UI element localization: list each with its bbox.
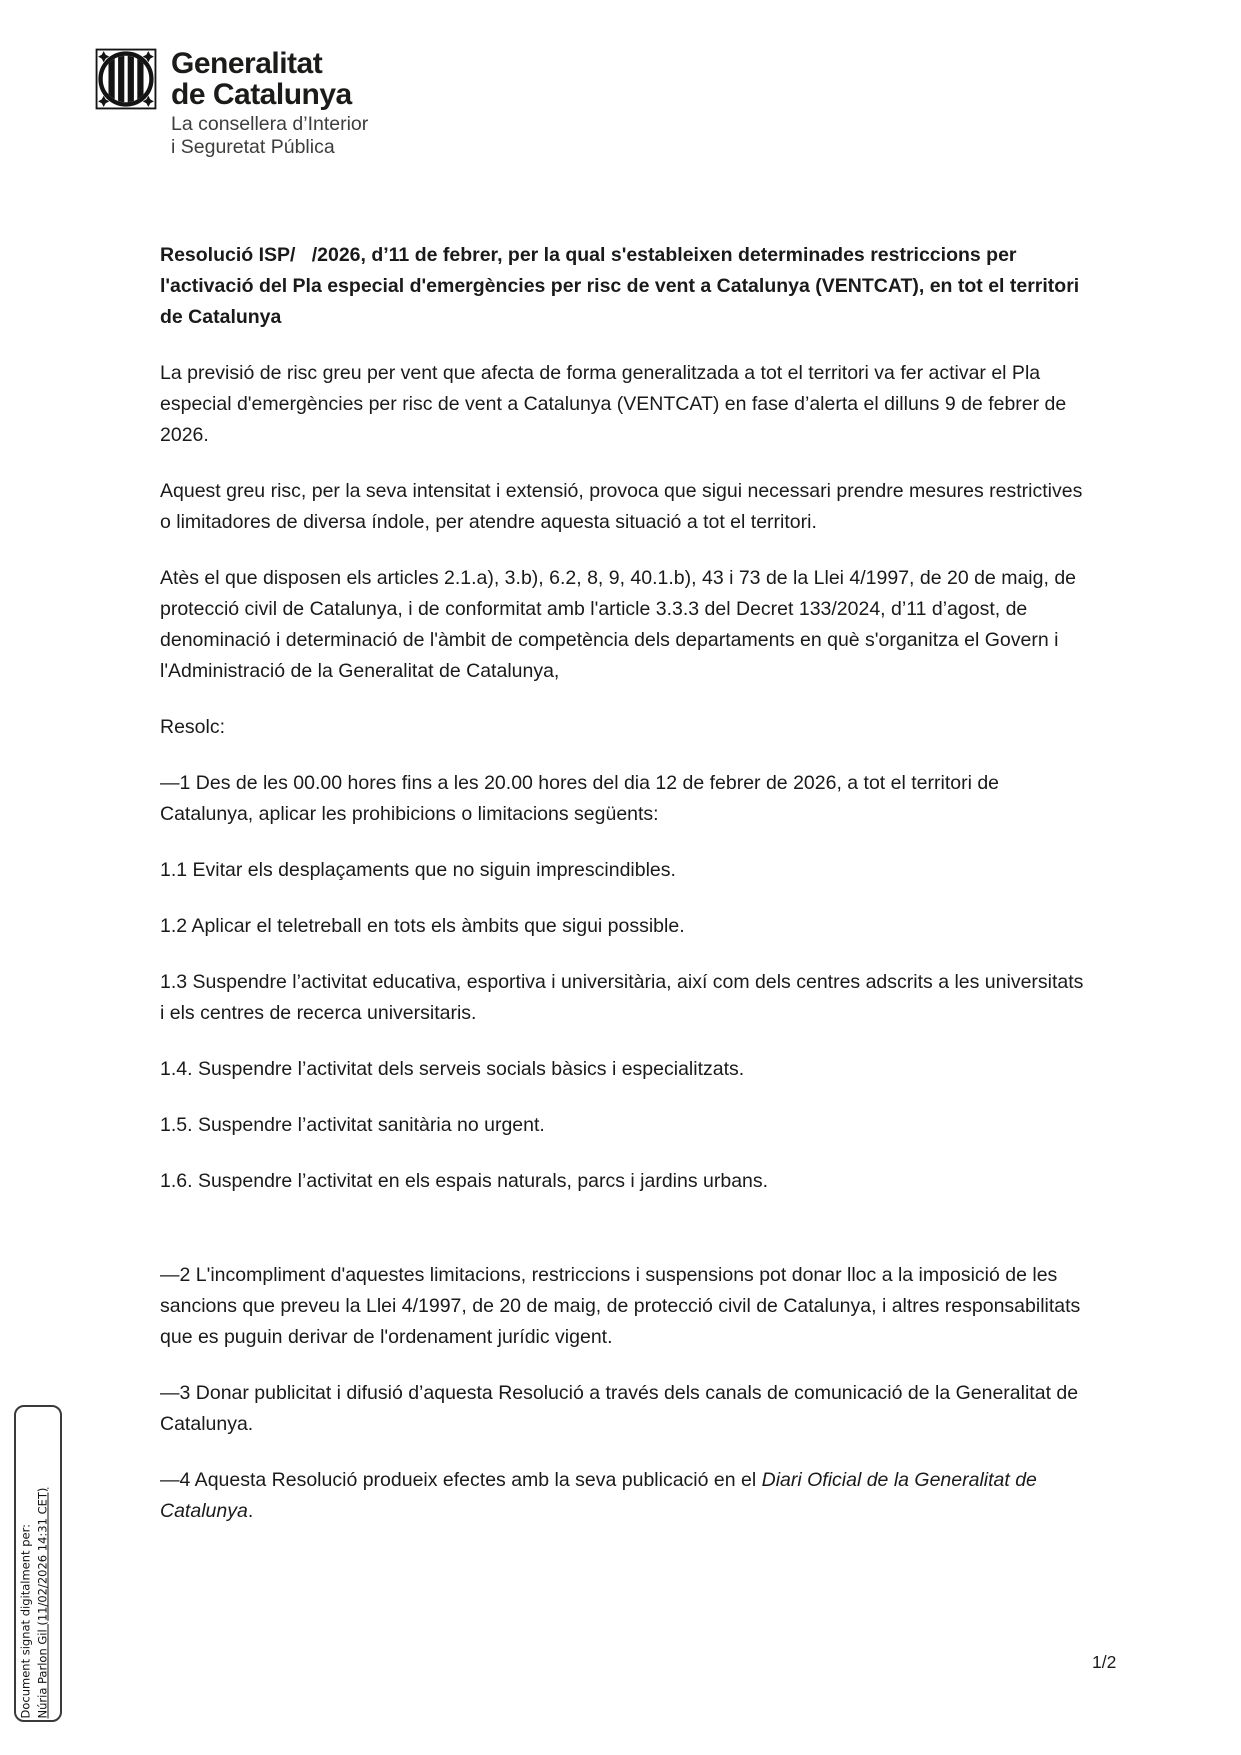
signature-stamp-line2: Núria Parlon Gil (11/02/2026 14:31 CET)	[35, 1487, 50, 1719]
digital-signature-stamp-text	[13, 1406, 57, 1719]
document-paragraph: Atès el que disposen els articles 2.1.a), 3.b), 6.2, 8, 9, 40.1.b), 43 i 73 de la Llei 4/1997, de 20 de maig, de protecció civil de Catalunya, i de conformitat amb l'article 3.3.3 del Decret 133/2024, d’11 d’agost, de denominació i determinació de l'àmbit de competència dels departaments en què s'organitza el Govern i l'Administració de la Generalitat de Catalunya,	[160, 567, 1077, 682]
resolution-title: Resolució ISP/ /2026, d’11 de febrer, per la qual s'estableixen determinades restriccions per l'activació del Pla especial d'emergències per risc de vent a Catalunya (VENTCAT), en tot el territori de Catalunya	[160, 244, 1080, 328]
resolution-point-3: —3 Donar publicitat i difusió d’aquesta Resolució a través dels canals de comunicació de la Generalitat de Catalunya.	[160, 1382, 1079, 1435]
generalitat-coat-of-arms-icon	[95, 48, 157, 110]
document-paragraph: Aquest greu risc, per la seva intensitat i extensió, provoca que sigui necessari prendre mesures restrictives o limitadores de diversa índole, per atendre aquesta situació a tot el territori.	[160, 480, 1083, 533]
resolution-item-1-6: 1.6. Suspendre l’activitat en els espais naturals, parcs i jardins urbans.	[160, 1170, 769, 1192]
document-paragraph: La previsió de risc greu per vent que afecta de forma generalitzada a tot el territori va fer activar el Pla especial d'emergències per risc de vent a Catalunya (VENTCAT) en fase d’alerta el dilluns 9 de febrer de 2026.	[160, 362, 1067, 446]
logo-text-block	[171, 48, 368, 159]
resolution-item-1-3: 1.3 Suspendre l’activitat educativa, esportiva i universitària, així com dels centres adscrits a les universitats i els centres de recerca universitaris.	[160, 971, 1084, 1024]
department-name-line1: La consellera d’Interior	[171, 113, 369, 135]
resolution-item-1-5: 1.5. Suspendre l’activitat sanitària no urgent.	[160, 1114, 545, 1136]
resolution-point-1: —1 Des de les 00.00 hores fins a les 20.00 hores del dia 12 de febrer de 2026, a tot el territori de Catalunya, aplicar les prohibicions o limitacions següents:	[160, 772, 1000, 825]
department-name	[171, 113, 368, 159]
logo-wordmark-line2: de Catalunya	[171, 78, 352, 111]
document-body	[160, 240, 1085, 1552]
resolve-clause: Resolc:	[160, 716, 226, 738]
resolution-item-1-2: 1.2 Aplicar el teletreball en tots els àmbits que sigui possible.	[160, 915, 685, 937]
department-name-line2: i Seguretat Pública	[171, 136, 335, 158]
page-number: 1/2	[1092, 1652, 1117, 1672]
logo-wordmark-line1: Generalitat	[171, 47, 323, 80]
resolution-point-4-suffix: .	[247, 1500, 254, 1522]
resolution-point-2: —2 L'incompliment d'aquestes limitacions, restriccions i suspensions pot donar lloc a la imposició de les sancions que preveu la Llei 4/1997, de 20 de maig, de protecció civil de Catalunya, i altres responsabilitats que es puguin derivar de l'ordenament jurídic vigent.	[160, 1264, 1081, 1348]
resolution-item-1-1: 1.1 Evitar els desplaçaments que no siguin imprescindibles.	[160, 859, 676, 881]
resolution-item-1-4: 1.4. Suspendre l’activitat dels serveis socials bàsics i especialitzats.	[160, 1058, 745, 1080]
document-header	[95, 48, 368, 159]
resolution-point-4-text: —4 Aquesta Resolució produeix efectes amb la seva publicació en el	[160, 1469, 762, 1491]
resolution-point-4	[160, 1465, 1085, 1527]
signature-stamp-line1: Document signat digitalment per:	[18, 1524, 33, 1719]
official-journal-name: Diari Oficial de la Generalitat de Catalunya	[160, 1469, 1037, 1522]
